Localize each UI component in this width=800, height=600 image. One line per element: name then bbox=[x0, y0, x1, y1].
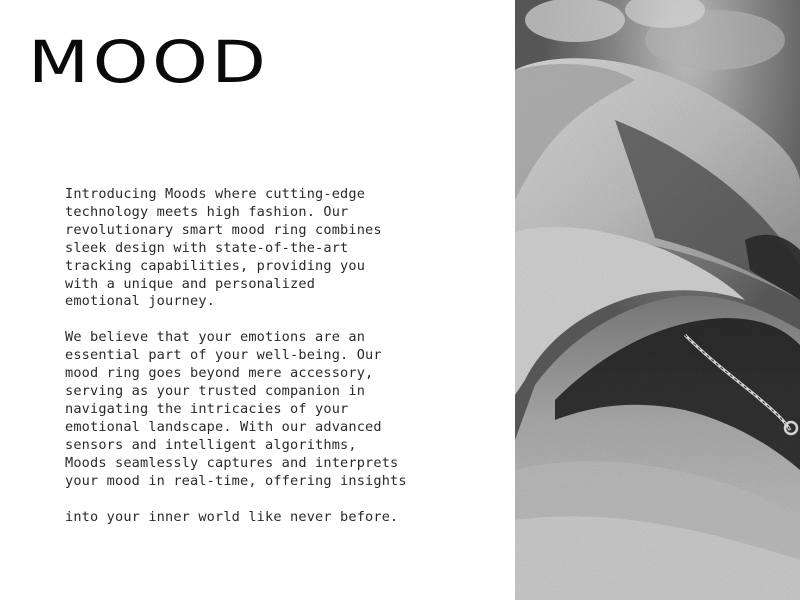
hero-photo bbox=[515, 0, 800, 600]
intro-paragraph-3: into your inner world like never before. bbox=[65, 508, 399, 525]
intro-copy bbox=[65, 186, 485, 526]
brand-title: MOOD bbox=[28, 28, 270, 96]
hero-photo-illustration bbox=[515, 0, 800, 600]
intro-paragraph-1: Introducing Moods where cutting-edge technology meets high fashion. Our revolutionary smart mood ring combines sleek design with state-of-the-art tracking capabilities, providing you with a unique and personalized emotional journey. bbox=[65, 186, 382, 310]
intro-paragraph-2: We believe that your emotions are an essential part of your well-being. Our mood ring goes beyond mere accessory, serving as your trusted companion in navigating the intricacies of your emotional landscape. With our advanced sensors and intelligent algorithms, Moods seamlessly captures and interprets your mood in real-time, offering insights bbox=[65, 329, 407, 489]
